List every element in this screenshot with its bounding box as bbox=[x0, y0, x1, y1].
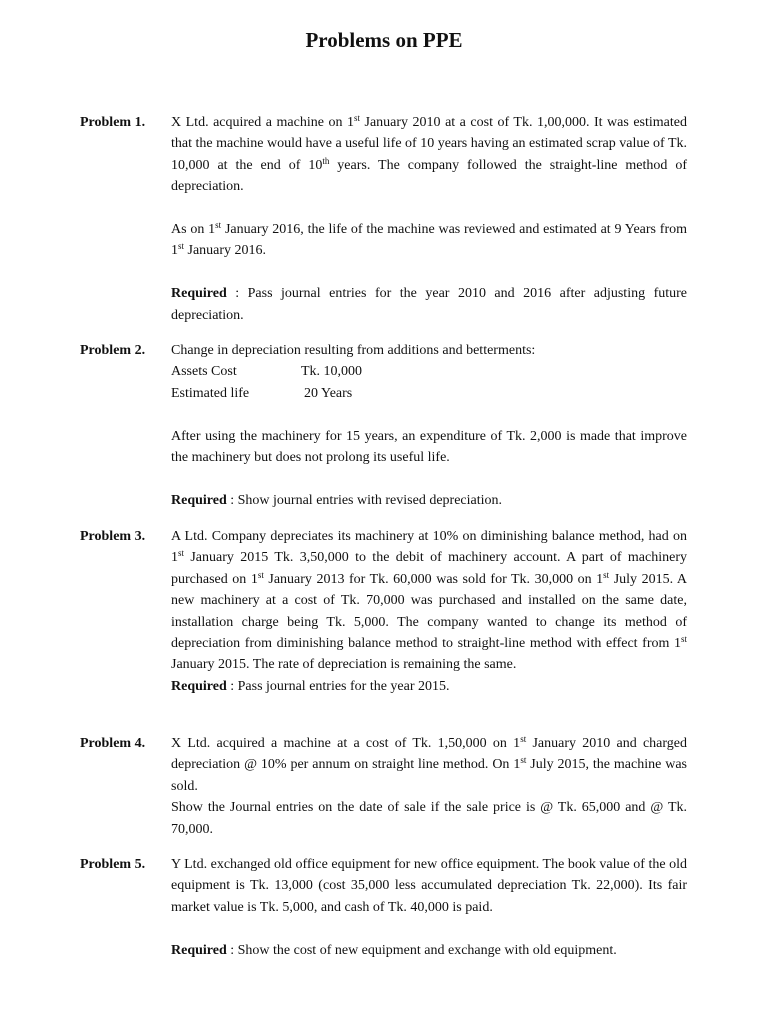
problem-1 bbox=[80, 112, 687, 326]
paragraph: A Ltd. Company depreciates its machinery at 10% on diminishing balance method, had on 1st January 2015 Tk. 3,50,000 to the debit of machinery account. A part of machinery purchased on 1st January 2013 for Tk. 60,000 was sold for Tk. 30,000 on 1st July 2015. A new machinery at a cost of Tk. 70,000 was purchased and installed on the same date, installation charge being Tk. 5,000. The company wanted to change its method of depreciation from diminishing balance method to straight-line method with effect from 1st January 2015. The rate of depreciation is remaining the same. bbox=[171, 529, 687, 673]
paragraph: Y Ltd. exchanged old office equipment for new office equipment. The book value of the old equipment is Tk. 13,000 (cost 35,000 less accumulated depreciation Tk. 22,000). Its fair market value is Tk. 5,000, and cash of Tk. 40,000 is paid. bbox=[171, 857, 687, 915]
required-label: Required bbox=[171, 492, 227, 508]
problem-label: Problem 4. bbox=[80, 736, 146, 751]
problem-4 bbox=[80, 733, 687, 840]
paragraph: After using the machinery for 15 years, an expenditure of Tk. 2,000 is made that improve the machinery but does not prolong its useful life. bbox=[171, 428, 687, 466]
data-row: Estimated life 20 Years bbox=[171, 385, 353, 401]
problem-body bbox=[171, 340, 687, 511]
required-label: Required bbox=[171, 286, 227, 302]
required-paragraph: Required : Show journal entries with revised depreciation. bbox=[171, 492, 503, 508]
problem-5 bbox=[80, 854, 687, 961]
paragraph: Change in depreciation resulting from additions and betterments: Assets Cost Tk. 10,000 Estimated life 20 Years bbox=[171, 340, 687, 404]
problem-body bbox=[171, 112, 687, 326]
problem-3 bbox=[80, 526, 687, 697]
required-label: Required bbox=[171, 678, 227, 694]
paragraph: As on 1st January 2016, the life of the machine was reviewed and estimated at 9 Years from 1st January 2016. bbox=[171, 220, 688, 259]
page-title: Problems on PPE bbox=[305, 28, 463, 52]
problem-label: Problem 2. bbox=[80, 343, 146, 358]
paragraph: X Ltd. acquired a machine on 1st January 2010 at a cost of Tk. 1,00,000. It was estimated that the machine would have a useful life of 10 years having an estimated scrap value of Tk. 10,000 at the end of 10th years. The company followed the straight-line method of depreciation. bbox=[171, 113, 688, 195]
problem-label: Problem 3. bbox=[80, 529, 146, 544]
problem-label: Problem 1. bbox=[80, 115, 146, 130]
required-label: Required bbox=[171, 942, 227, 958]
paragraph: Show the Journal entries on the date of sale if the sale price is @ Tk. 65,000 and @ Tk. 70,000. bbox=[171, 800, 687, 837]
problem-body bbox=[171, 733, 687, 840]
data-row: Assets Cost Tk. 10,000 bbox=[171, 364, 363, 380]
required-paragraph: Required : Show the cost of new equipment and exchange with old equipment. bbox=[171, 942, 617, 958]
required-paragraph: Required : Pass journal entries for the year 2015. bbox=[171, 678, 450, 694]
problem-label: Problem 5. bbox=[80, 857, 146, 872]
problem-2 bbox=[80, 340, 687, 511]
required-paragraph: Required : Pass journal entries for the year 2010 and 2016 after adjusting future depreciation. bbox=[171, 286, 687, 323]
problem-body bbox=[171, 854, 687, 961]
paragraph: X Ltd. acquired a machine at a cost of Tk. 1,50,000 on 1st January 2010 and charged depreciation @ 10% per annum on straight line method. On 1st July 2015, the machine was sold. bbox=[171, 734, 688, 794]
problem-body bbox=[171, 526, 687, 697]
